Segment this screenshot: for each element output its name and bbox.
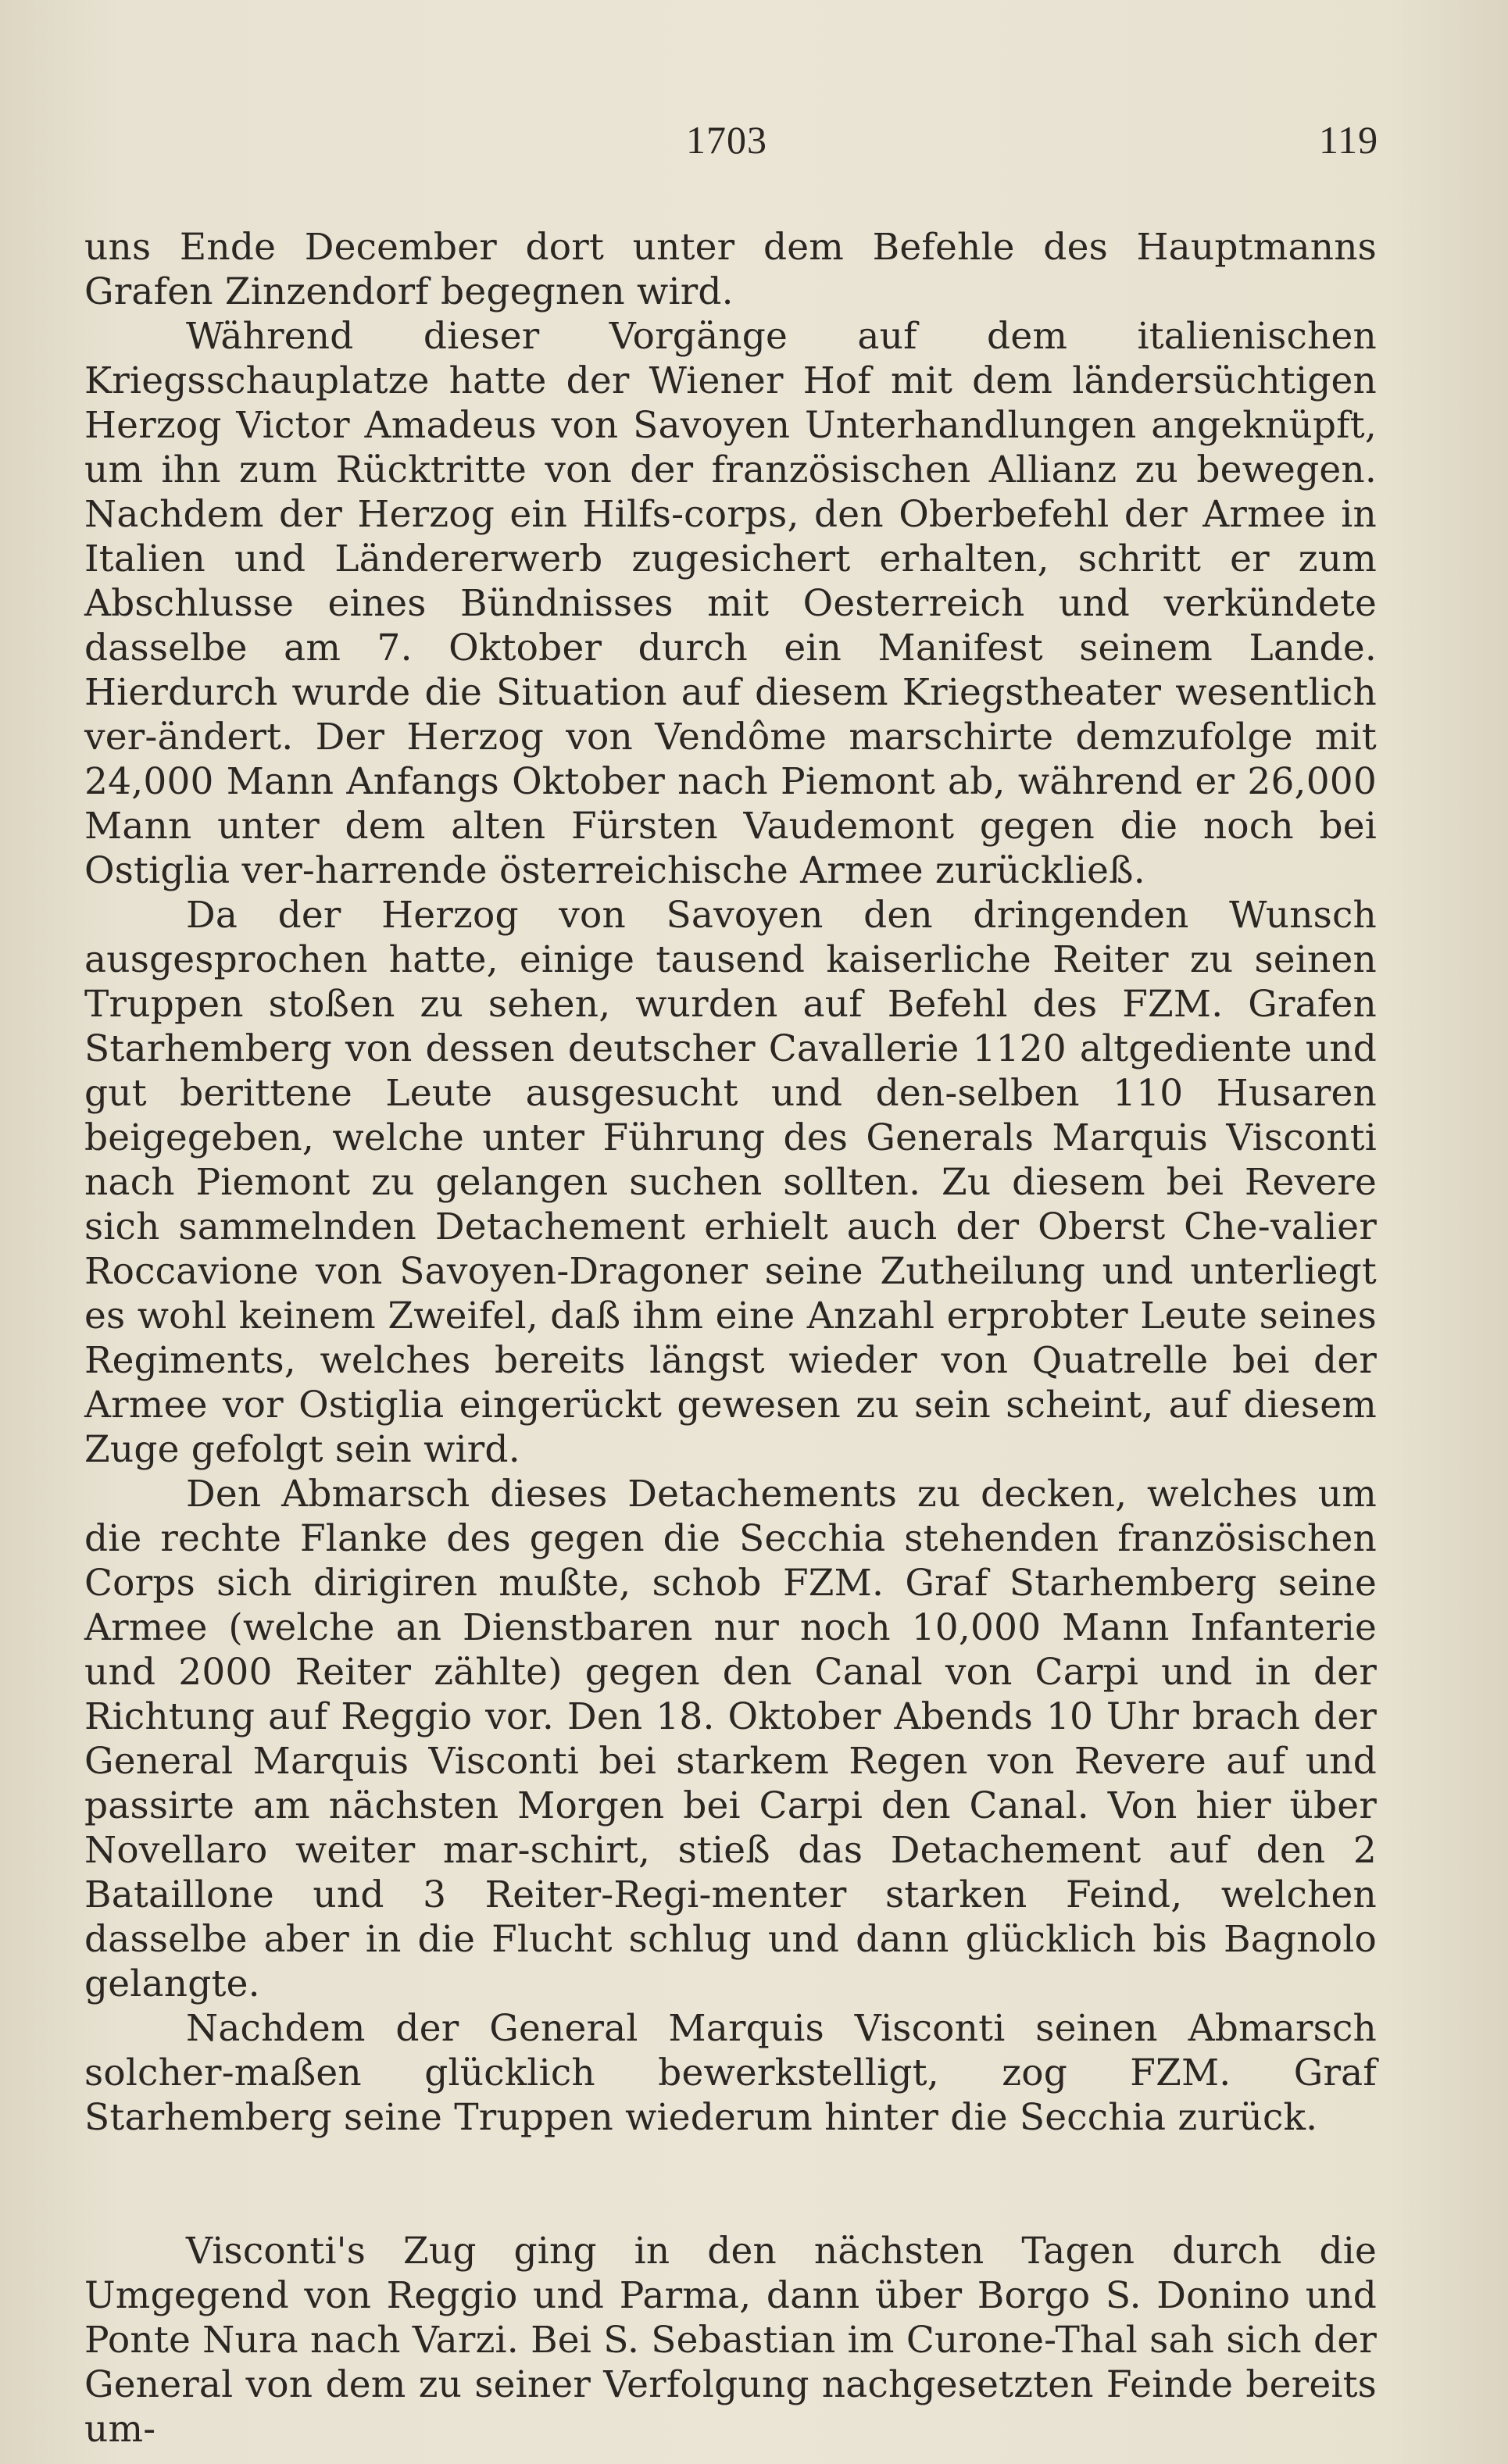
body-text — [84, 225, 1377, 2452]
paragraph-3: Da der Herzog von Savoyen den dringenden Wunsch ausgesprochen hatte, einige tausend kaiserliche Reiter zu seinen Truppen stoßen zu sehen, wurden auf Befehl des FZM. Grafen Starhemberg von dessen deutscher Cavallerie 1120 altgediente und gut berittene Leute ausgesucht und den-selben 110 Husaren beigegeben, welche unter Führung des Generals Marquis Visconti nach Piemont zu gelangen suchen sollten. Zu diesem bei Revere sich sammelnden Detachement erhielt auch der Oberst Che-valier Roccavione von Savoyen-Dragoner seine Zutheilung und unterliegt es wohl keinem Zweifel, daß ihm eine Anzahl erprobter Leute seines Regiments, welches bereits längst wieder von Quatrelle bei der Armee vor Ostiglia eingerückt gewesen zu sein scheint, auf diesem Zuge gefolgt sein wird. — [84, 894, 1377, 1471]
running-head — [0, 117, 1508, 172]
paragraph-2: Während dieser Vorgänge auf dem italienischen Kriegsschauplatze hatte der Wiener Hof mit dem ländersüchtigen Herzog Victor Amadeus von Savoyen Unterhandlungen angeknüpft, um ihn zum Rücktritte von der französischen Allianz zu bewegen. Nachdem der Herzog ein Hilfs-corps, den Oberbefehl der Armee in Italien und Ländererwerb zugesichert erhalten, schritt er zum Abschlusse eines Bündnisses mit Oesterreich und verkündete dasselbe am 7. Oktober durch ein Manifest seinem Lande. Hierdurch wurde die Situation auf diesem Kriegstheater wesentlich ver-ändert. Der Herzog von Vendôme marschirte demzufolge mit 24,000 Mann Anfangs Oktober nach Piemont ab, während er 26,000 Mann unter dem alten Fürsten Vaudemont gegen die noch bei Ostiglia ver-harrende österreichische Armee zurückließ. — [84, 315, 1377, 892]
paragraph-6: Visconti's Zug ging in den nächsten Tagen durch die Umgegend von Reggio und Parma, dann über Borgo S. Donino und Ponte Nura nach Varzi. Bei S. Sebastian im Curone-Thal sah sich der General von dem zu seiner Verfolgung nachgesetzten Feinde bereits um- — [84, 2230, 1377, 2451]
paragraph-5: Nachdem der General Marquis Visconti seinen Abmarsch solcher-maßen glücklich bewerkstelligt, zog FZM. Graf Starhemberg seine Truppen wiederum hinter die Secchia zurück. — [84, 2007, 1377, 2139]
section-gap — [84, 2140, 1377, 2229]
page-number: 119 — [1319, 118, 1379, 162]
running-head-year: 1703 — [686, 118, 767, 162]
paragraph-1: uns Ende December dort unter dem Befehle des Hauptmanns Grafen Zinzendorf begegnen wird. — [84, 226, 1377, 313]
paragraph-4: Den Abmarsch dieses Detachements zu decken, welches um die rechte Flanke des gegen die Secchia stehenden französischen Corps sich dirigiren mußte, schob FZM. Graf Starhemberg seine Armee (welche an Dienstbaren nur noch 10,000 Mann Infanterie und 2000 Reiter zählte) gegen den Canal von Carpi und in der Richtung auf Reggio vor. Den 18. Oktober Abends 10 Uhr brach der General Marquis Visconti bei starkem Regen von Revere auf und passirte am nächsten Morgen bei Carpi den Canal. Von hier über Novellaro weiter mar-schirt, stieß das Detachement auf den 2 Bataillone und 3 Reiter-Regi-menter starken Feind, welchen dasselbe aber in die Flucht schlug und dann glücklich bis Bagnolo gelangte. — [84, 1473, 1377, 2005]
